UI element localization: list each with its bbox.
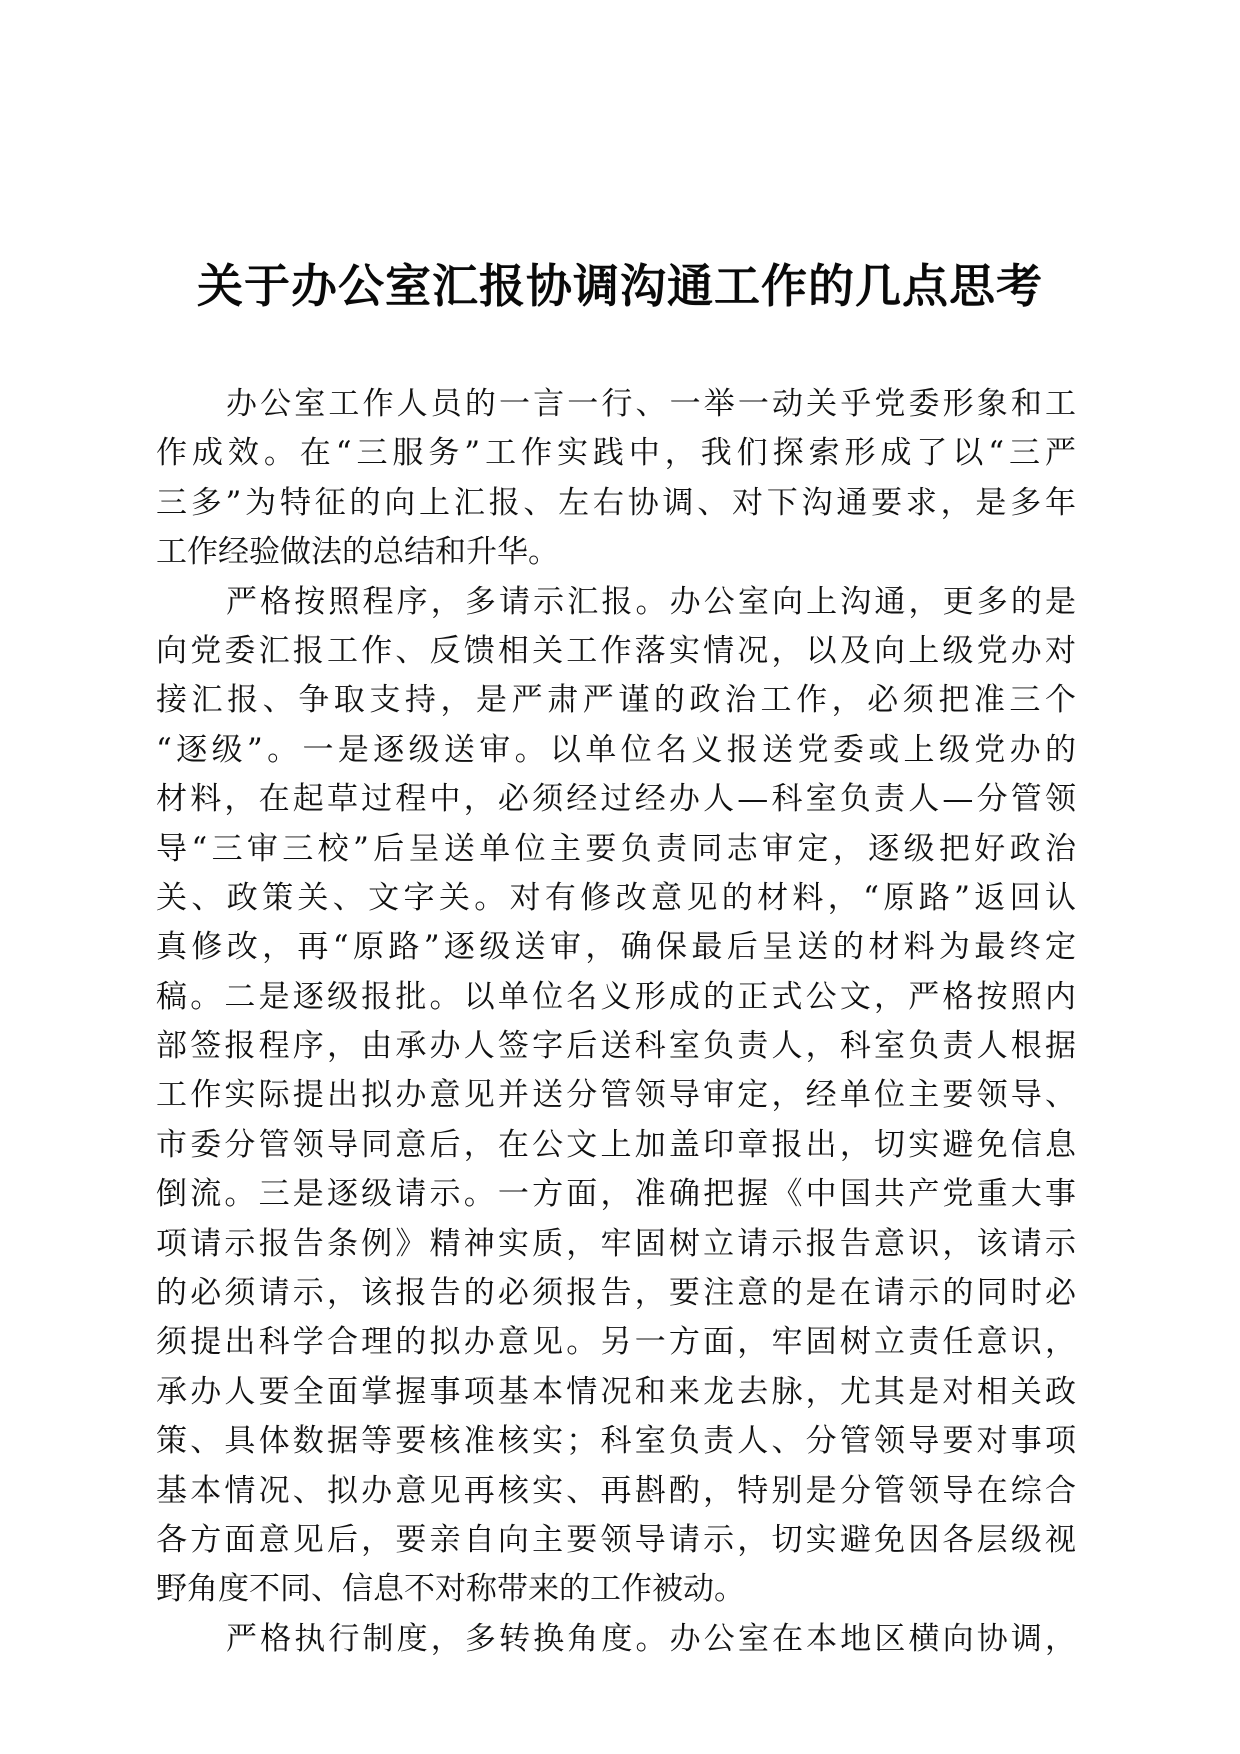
paragraph-3-line-1: 严格执行制度，多转换角度。办公室在本地区横向协调， — [226, 1620, 1076, 1657]
paragraph-2-line-9: 稿。二是逐级报批。以单位名义形成的正式公文，严格按照内 — [156, 978, 1076, 1015]
paragraph-2-line-1: 严格按照程序，多请示汇报。办公室向上沟通，更多的是 — [226, 583, 1076, 620]
paragraph-2-line-12: 市委分管领导同意后，在公文上加盖印章报出，切实避免信息 — [156, 1126, 1076, 1163]
paragraph-2-line-15: 的必须请示，该报告的必须报告，要注意的是在请示的同时必 — [156, 1275, 1076, 1312]
paragraph-1-line-1: 办公室工作人员的一言一行、一举一动关乎党委形象和工 — [226, 386, 1076, 422]
paragraph-1-line-3: 三多”为特征的向上汇报、左右协调、对下沟通要求，是多年 — [156, 484, 1076, 521]
paragraph-2-line-4: “逐级”。一是逐级送审。以单位名义报送党委或上级党办的 — [156, 731, 1076, 768]
paragraph-2-line-14: 项请示报告条例》精神实质，牢固树立请示报告意识，该请示 — [156, 1225, 1076, 1262]
paragraph-1-line-2: 作成效。在“三服务”工作实践中，我们探索形成了以“三严 — [156, 435, 1076, 472]
paragraph-2-line-18: 策、具体数据等要核准核实；科室负责人、分管领导要对事项 — [156, 1423, 1076, 1460]
document-body — [156, 380, 1076, 1664]
paragraph-2-line-11: 工作实际提出拟办意见并送分管领导审定，经单位主要领导、 — [156, 1077, 1076, 1114]
paragraph-1-line-4: 工作经验做法的总结和升华。 — [156, 534, 559, 571]
paragraph-2-line-17: 承办人要全面掌握事项基本情况和来龙去脉，尤其是对相关政 — [156, 1373, 1076, 1410]
paragraph-2-line-16: 须提出科学合理的拟办意见。另一方面，牢固树立责任意识， — [156, 1324, 1076, 1361]
paragraph-2-line-5: 材料，在起草过程中，必须经过经办人—科室负责人—分管领 — [156, 781, 1076, 818]
paragraph-2-line-21: 野角度不同、信息不对称带来的工作被动。 — [156, 1571, 745, 1608]
paragraph-2-line-3: 接汇报、争取支持，是严肃严谨的政治工作，必须把准三个 — [156, 682, 1076, 719]
paragraph-2-line-2: 向党委汇报工作、反馈相关工作落实情况，以及向上级党办对 — [156, 632, 1076, 669]
paragraph-2-line-7: 关、政策关、文字关。对有修改意见的材料，“原路”返回认 — [156, 879, 1076, 916]
paragraph-2-line-20: 各方面意见后，要亲自向主要领导请示，切实避免因各层级视 — [156, 1521, 1076, 1558]
paragraph-2-line-10: 部签报程序，由承办人签字后送科室负责人，科室负责人根据 — [156, 1028, 1076, 1065]
paragraph-2-line-6: 导“三审三校”后呈送单位主要负责同志审定，逐级把好政治 — [156, 830, 1076, 867]
paragraph-2-line-8: 真修改，再“原路”逐级送审，确保最后呈送的材料为最终定 — [156, 929, 1076, 966]
paragraph-2-line-19: 基本情况、拟办意见再核实、再斟酌，特别是分管领导在综合 — [156, 1472, 1076, 1509]
paragraph-2-line-13: 倒流。三是逐级请示。一方面，准确把握《中国共产党重大事 — [156, 1176, 1076, 1213]
document-title: 关于办公室汇报协调沟通工作的几点思考 — [197, 259, 1043, 313]
